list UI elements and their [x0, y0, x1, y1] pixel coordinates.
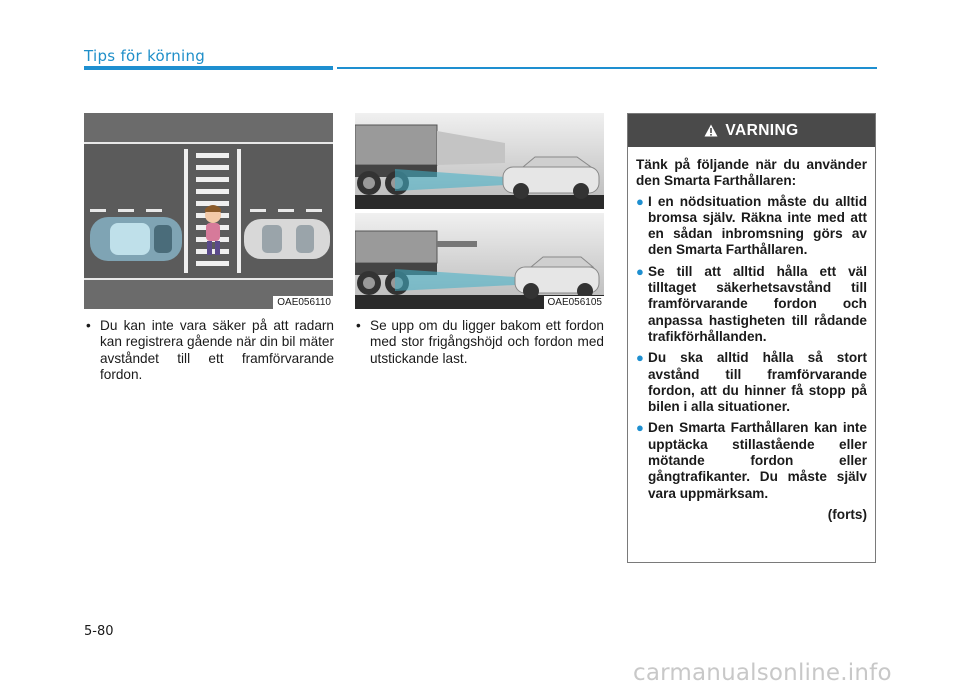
warning-body: [628, 147, 875, 523]
bullet-dot-icon: ●: [636, 193, 644, 209]
middle-paragraph: Se upp om du ligger bakom ett fordon med stor frigångshöjd och fordon med utstickande last.: [370, 318, 604, 366]
header-rule-thick: [84, 66, 333, 70]
bullet-dot-icon: ●: [636, 420, 644, 436]
truck-illustration: [355, 113, 604, 309]
figure-truck-clearance: [355, 113, 604, 309]
bullet: •: [86, 318, 91, 333]
warning-item-text: I en nödsituation måste du alltid bromsa själv. Räkna inte med att en sådan inbromsning görs av den Smarta Farthållaren.: [648, 193, 867, 258]
page-number: 5-80: [84, 624, 114, 639]
section-title: Tips för körning: [84, 47, 206, 65]
bullet-dot-icon: ●: [636, 263, 644, 279]
figure-pedestrian-crossing: [84, 113, 333, 309]
warning-item-text: Den Smarta Farthållaren kan inte upptäcka stillastående eller mötande fordon eller gångtrafikanter. Du måste själv vara uppmärksam.: [648, 420, 867, 501]
warning-box: [627, 113, 876, 563]
bullet-dot-icon: ●: [636, 350, 644, 366]
left-bullet-text: [86, 318, 334, 384]
warning-title: VARNING: [725, 121, 799, 139]
warning-intro: Tänk på följande när du använder den Smarta Farthållaren:: [636, 157, 867, 189]
warning-item: [636, 350, 867, 415]
warning-item: [636, 194, 867, 259]
middle-bullet-text: [356, 318, 604, 367]
figure-code: OAE056110: [273, 296, 333, 309]
warning-triangle-icon: [704, 124, 718, 137]
warning-header: [628, 114, 875, 147]
left-paragraph: Du kan inte vara säker på att radarn kan registrera gående när din bil mäter avståndet till ett framförvarande fordon.: [100, 318, 334, 383]
warning-item: [636, 420, 867, 501]
warning-item-text: Du ska alltid hålla så stort avstånd till framförvarande fordon, att du hinner få stopp på bilen i alla situationer.: [648, 350, 867, 415]
watermark: carmanualsonline.info: [633, 660, 892, 686]
warning-item: [636, 264, 867, 345]
figure-code: OAE056105: [544, 296, 605, 309]
pedestrian-illustration: [84, 113, 333, 309]
bullet: •: [356, 318, 361, 333]
warning-item-text: Se till att alltid hålla ett väl tilltaget säkerhetsavstånd till framförvarande fordon och anpassa hastigheten till rådande trafikförhållanden.: [648, 263, 867, 344]
header-rule-thin: [337, 67, 877, 69]
warning-continued: (forts): [827, 506, 867, 522]
